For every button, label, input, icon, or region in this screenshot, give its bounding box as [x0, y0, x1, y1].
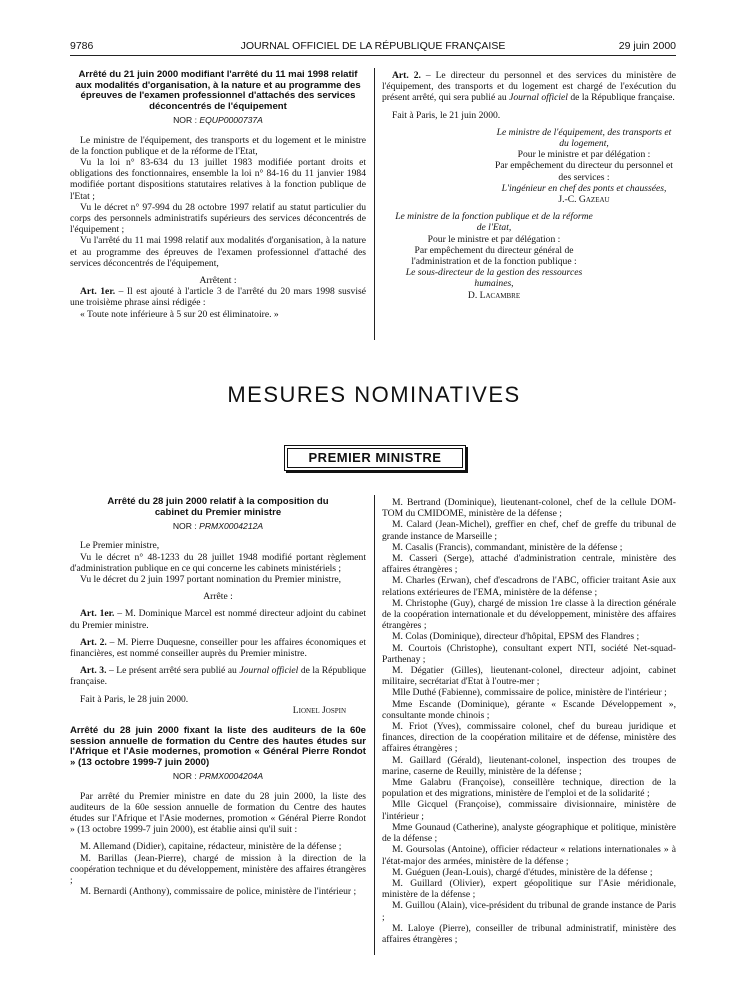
arrete1-fait: Fait à Paris, le 21 juin 2000.: [392, 109, 501, 121]
auditeur-entry: M. Guillou (Alain), vice-président du tribunal de grande instance de Paris ;: [382, 900, 676, 923]
arrete1-signature-2: Le ministre de la fonction publique et de la réforme de l'Etat, Pour le ministre et par délégation : Par empêchement du directeur général de l'administration et de la fonction publique : Le sous-directeur de la gestion des ressources humaines, D. Lacambre: [395, 211, 593, 301]
auditeur-entry: Mme Gounaud (Catherine), analyste géographique et politique, ministère de la défense ;: [382, 821, 676, 845]
arrete1-para: Vu la loi n° 83-634 du 13 juillet 1983 modifiée portant droits et obligations des fonctionnaires, ensemble la loi n° 84-16 du 11 janvier 1984 modifiée portant dispositions statutaires relatives à la fonction publique de l'Etat ;: [70, 156, 366, 202]
arrete1-title: Arrêté du 21 juin 2000 modifiant l'arrêté du 11 mai 1998 relatif aux modalités d'organisation, à la nature et au programme des épreuves de l'examen professionnel d'attachés des services déconcentrés de l'équipement: [75, 69, 361, 112]
arrete2-title: Arrêté du 28 juin 2000 relatif à la composition du cabinet du Premier ministre: [107, 496, 329, 518]
ministry-title: PREMIER MINISTRE: [287, 448, 463, 468]
section-title: MESURES NOMINATIVES: [227, 382, 521, 407]
auditeur-entry: M. Christophe (Guy), chargé de mission 1re classe à la direction générale de la coopération internationale et du développement, ministère des affaires étrangères ;: [382, 597, 676, 632]
auditeur-entry: M. Barillas (Jean-Pierre), chargé de mission à la direction de la coopération technique et du développement, ministère des affaires étrangères ;: [70, 852, 366, 887]
header-rule: [70, 55, 676, 56]
auditeur-entry: M. Dégatier (Gilles), lieutenant-colonel, directeur adjoint, cabinet militaire, secrétariat d'Etat à l'outre-mer ;: [382, 665, 676, 688]
arrete3-intro: Par arrêté du Premier ministre en date du 28 juin 2000, la liste des auditeurs de la 60e session annuelle de formation du Centre des hautes études sur l'Afrique et l'Asie modernes, promotion « Général Pierre Rondot » (13 octobre 1999-7 juin 2000), est établie ainsi qu'il suit :: [70, 790, 366, 836]
lower-left-column: [70, 497, 366, 897]
arrete1-art1-quote: « Toute note inférieure à 5 sur 20 est éliminatoire. »: [80, 308, 279, 320]
arrete1-signature-1: Le ministre de l'équipement, des transports et du logement, Pour le ministre et par délégation : Par empêchement du directeur du personnel et des services : L'ingénieur en chef des ponts et chaussées, J.-C. Gazeau: [495, 126, 673, 206]
page-number: 9786: [70, 40, 94, 52]
arrete3-title: Arrêté du 28 juin 2000 fixant la liste des auditeurs de la 60e session annuelle de formation du Centre des hautes études sur l'Afrique et l'Asie modernes, promotion « Général Pierre Rondot » (13 octobre 1999-7 juin 2000): [70, 725, 366, 768]
auditeur-entry: M. Bernardi (Anthony), commissaire de police, ministère de l'intérieur ;: [80, 886, 357, 898]
arrete1-column-right: [382, 70, 676, 301]
arrete2-art2: Art. 2. – M. Pierre Duquesne, conseiller pour les affaires économiques et financières, est nommé conseiller auprès du Premier ministre.: [70, 636, 367, 660]
auditeur-entry: M. Casalis (Francis), commandant, ministère de la défense ;: [392, 541, 623, 553]
arrete2-para: Vu le décret du 2 juin 1997 portant nomination du Premier ministre,: [80, 574, 342, 585]
arrete2-signature: Lionel Jospin: [292, 704, 346, 716]
arrete2-para: Le Premier ministre,: [80, 540, 160, 552]
arrete2-fait: Fait à Paris, le 28 juin 2000.: [80, 693, 189, 705]
lower-right-column: [382, 497, 676, 945]
page-header: [70, 40, 676, 54]
arrete1-para: Vu le décret n° 97-994 du 28 octobre 1997 relatif au statut particulier du corps des personnels administratifs supérieurs des services déconcentrés de l'équipement ;: [70, 201, 366, 236]
auditeur-entry: M. Colas (Dominique), directeur d'hôpital, EPSM des Flandres ;: [392, 631, 640, 643]
arrete1-nor: NOR : EQUP0000737A: [173, 115, 263, 126]
auditeur-entry: Mme Galabru (Françoise), conseillère technique, direction de la population et des migrations, ministère de l'emploi et de la solidarité ;: [382, 777, 676, 800]
arrete2-art1: Art. 1er. – M. Dominique Marcel est nommé directeur adjoint du cabinet du Premier ministre.: [70, 608, 366, 631]
arrete1-art1: Art. 1er. – Il est ajouté à l'article 3 de l'arrêté du 20 mars 1998 susvisé une troisième phrase ainsi rédigée :: [70, 286, 366, 309]
auditeur-entry: M. Gaillard (Gérald), lieutenant-colonel, inspection des troupes de marine, caserne de Reuilly, ministère de la défense ;: [382, 754, 676, 777]
auditeur-entry: M. Friot (Yves), commissaire colonel, chef du bureau juridique et finances, direction de la coopération militaire et de défense, ministère des affaires étrangères ;: [382, 721, 676, 755]
arrete3-nor: NOR : PRMX0004204A: [172, 771, 264, 782]
auditeurs-list-left: [70, 841, 366, 897]
auditeur-entry: M. Bertrand (Dominique), lieutenant-colonel, chef de la cellule DOM-TOM du CMIDOME, ministère de la défense ;: [382, 497, 676, 520]
auditeur-entry: Mme Escande (Dominique), gérante « Escande Développement », consultante monde chinois ;: [382, 698, 676, 721]
journal-title: JOURNAL OFFICIEL DE LA RÉPUBLIQUE FRANÇAISE: [240, 40, 506, 52]
auditeurs-list-right: [382, 497, 676, 945]
auditeur-entry: M. Allemand (Didier), capitaine, rédacteur, ministère de la défense ;: [80, 841, 342, 853]
arrete1-art2: Art. 2. – Le directeur du personnel et des services du ministère de l'équipement, des transports et du logement est chargé de l'exécution du présent arrêté, qui sera publié au Journal officiel de la République française.: [382, 70, 676, 104]
auditeur-entry: M. Guéguen (Jean-Louis), chargé d'études, ministère de la défense ;: [392, 866, 653, 878]
auditeur-entry: M. Charles (Erwan), chef d'escadrons de l'ABC, officier traitant Asie aux relations extérieures de l'EMA, ministère de la défense ;: [382, 575, 676, 598]
auditeur-entry: M. Casseri (Serge), attaché d'administration centrale, ministère des affaires étrangères ;: [382, 553, 676, 576]
auditeur-entry: M. Calard (Jean-Michel), greffier en chef, chef de greffe du tribunal de grande instance de Marseille ;: [382, 519, 676, 542]
auditeur-entry: M. Guillard (Olivier), expert géopolitique sur l'Asie méridionale, ministère de la défense ;: [382, 877, 676, 901]
arrete2-nor: NOR : PRMX0004212A: [172, 521, 264, 532]
auditeur-entry: M. Courtois (Christophe), consultant expert NTI, société Net-squad-Parthenay ;: [382, 642, 676, 665]
auditeur-entry: M. Laloye (Pierre), conseiller de tribunal administratif, ministère des affaires étrangères ;: [382, 922, 676, 945]
auditeur-entry: Mlle Gicquel (Françoise), commissaire divisionnaire, ministère de l'intérieur ;: [382, 799, 676, 822]
arrete1-arretent: Arrêtent :: [199, 275, 237, 287]
auditeur-entry: Mlle Duthé (Fabienne), commissaire de police, ministère de l'intérieur ;: [392, 687, 667, 699]
column-divider-lower: [374, 495, 375, 955]
ministry-box: [284, 445, 466, 471]
arrete2-art3: Art. 3. – Le présent arrêté sera publié au Journal officiel de la République française.: [70, 665, 367, 688]
arrete2-arrete: Arrête :: [203, 591, 233, 603]
issue-date: 29 juin 2000: [618, 40, 676, 52]
auditeur-entry: M. Goursolas (Antoine), officier rédacteur « relations internationales » à l'état-major des armées, ministère de la défense ;: [382, 844, 676, 867]
arrete2-para: Vu le décret n° 48-1233 du 28 juillet 1948 modifié portant règlement d'administration publique en ce qui concerne les cabinets ministériels ;: [70, 551, 366, 574]
arrete1-para: Vu l'arrêté du 11 mai 1998 relatif aux modalités d'organisation, à la nature et au programme des épreuves de l'examen professionnel d'attaché des services déconcentrés de l'équipement,: [70, 235, 366, 269]
column-divider: [374, 68, 375, 340]
arrete1-para: Le ministre de l'équipement, des transports et du logement et le ministre de la fonction publique et de la réforme de l'Etat,: [70, 134, 366, 157]
arrete1-column: [70, 70, 366, 320]
